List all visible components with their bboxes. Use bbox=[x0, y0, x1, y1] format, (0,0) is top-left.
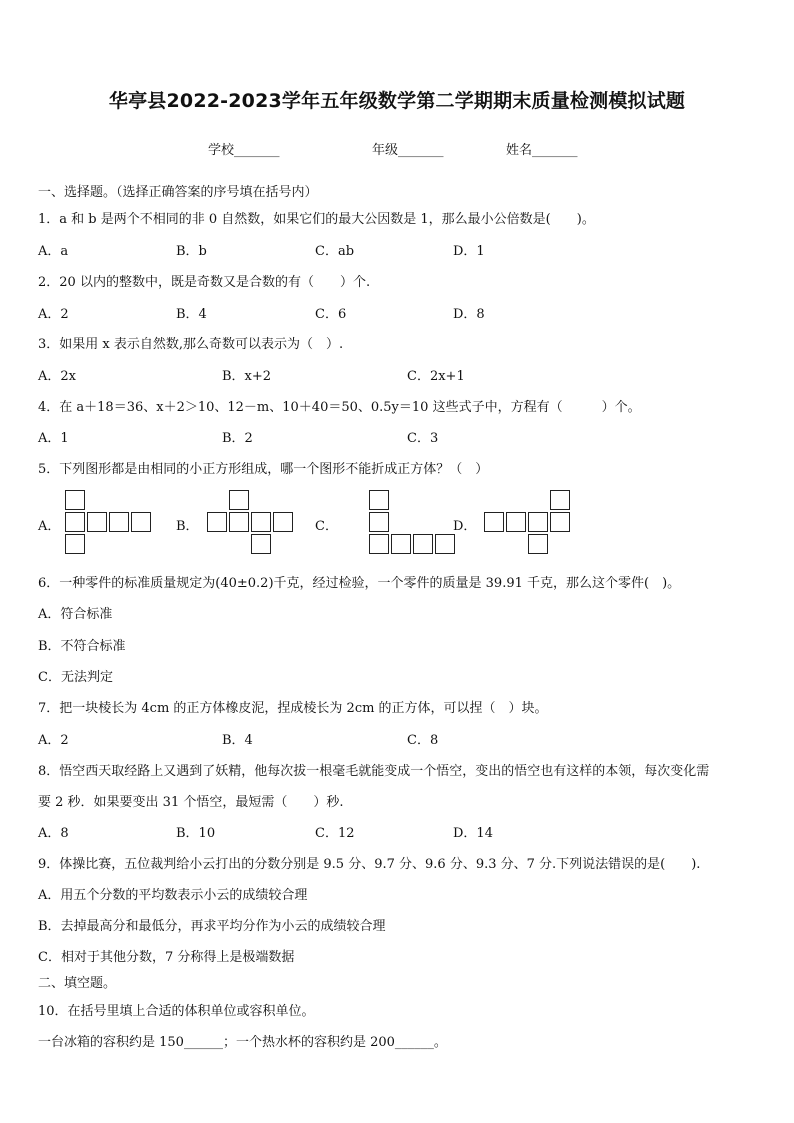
question-1: 1．a 和 b 是两个不相同的非 0 自然数，如果它们的最大公因数是 1，那么最小公倍数是( )。 bbox=[38, 212, 595, 227]
q2-option-c[interactable]: C．6 bbox=[315, 307, 347, 322]
question-9: 9．体操比赛，五位裁判给小云打出的分数分别是 9.5 分、9.7 分、9.6 分、9.3 分、7 分.下列说法错误的是( ). bbox=[38, 857, 701, 872]
question-7: 7．把一块棱长为 4cm 的正方体橡皮泥，捏成棱长为 2cm 的正方体，可以捏（ ）块。 bbox=[38, 701, 548, 716]
question-8-line-1: 8．悟空西天取经路上又遇到了妖精，他每次拔一根毫毛就能变成一个悟空，变出的悟空也有这样的本领，每次变化需 bbox=[38, 764, 710, 779]
q4-option-c[interactable]: C．3 bbox=[407, 431, 439, 446]
net-square bbox=[528, 512, 548, 532]
q2-option-d[interactable]: D．8 bbox=[453, 307, 485, 322]
q6-option-b[interactable]: B．不符合标准 bbox=[38, 639, 126, 654]
net-square bbox=[131, 512, 151, 532]
q6-option-a[interactable]: A．符合标准 bbox=[38, 607, 113, 622]
q5-option-d-label[interactable]: D． bbox=[453, 519, 477, 534]
section-heading-fill: 二、填空题。 bbox=[38, 976, 117, 991]
q4-option-a[interactable]: A．1 bbox=[38, 431, 69, 446]
q3-option-c[interactable]: C．2x+1 bbox=[407, 369, 465, 384]
q8-option-c[interactable]: C．12 bbox=[315, 826, 355, 841]
net-square bbox=[65, 512, 85, 532]
q6-option-c[interactable]: C．无法判定 bbox=[38, 670, 113, 685]
q4-option-b[interactable]: B．2 bbox=[222, 431, 253, 446]
net-square bbox=[550, 490, 570, 510]
q9-option-b[interactable]: B．去掉最高分和最低分，再求平均分作为小云的成绩较合理 bbox=[38, 919, 386, 934]
q5-option-b-label[interactable]: B． bbox=[176, 519, 199, 534]
net-square bbox=[435, 534, 455, 554]
net-square bbox=[484, 512, 504, 532]
question-10: 10．在括号里填上合适的体积单位或容积单位。 bbox=[38, 1004, 315, 1019]
net-square bbox=[229, 512, 249, 532]
question-3: 3．如果用 x 表示自然数,那么奇数可以表示为（ ）. bbox=[38, 337, 344, 352]
q8-option-a[interactable]: A．8 bbox=[38, 826, 69, 841]
question-6: 6．一种零件的标准质量规定为(40±0.2)千克，经过检验，一个零件的质量是 39.91 千克，那么这个零件( )。 bbox=[38, 576, 681, 591]
q2-option-b[interactable]: B．4 bbox=[176, 307, 207, 322]
net-square bbox=[251, 534, 271, 554]
q5-option-a-label[interactable]: A． bbox=[38, 519, 61, 534]
q1-option-a[interactable]: A．a bbox=[38, 244, 69, 259]
question-8-line-2: 要 2 秒．如果要变出 31 个悟空，最短需（ ）秒. bbox=[38, 795, 344, 810]
q1-option-c[interactable]: C．ab bbox=[315, 244, 355, 259]
net-square bbox=[528, 534, 548, 554]
q2-option-a[interactable]: A．2 bbox=[38, 307, 69, 322]
q7-option-a[interactable]: A．2 bbox=[38, 733, 69, 748]
section-heading-choice: 一、选择题。（选择正确答案的序号填在括号内） bbox=[38, 185, 318, 200]
q3-option-a[interactable]: A．2x bbox=[38, 369, 76, 384]
net-square bbox=[207, 512, 227, 532]
question-2: 2．20 以内的整数中，既是奇数又是合数的有（ ）个. bbox=[38, 275, 371, 290]
net-square bbox=[413, 534, 433, 554]
net-square bbox=[87, 512, 107, 532]
net-square bbox=[273, 512, 293, 532]
q3-option-b[interactable]: B．x+2 bbox=[222, 369, 272, 384]
exam-title: 华亭县2022-2023学年五年级数学第二学期期末质量检测模拟试题 bbox=[108, 90, 686, 112]
question-5: 5．下列图形都是由相同的小正方形组成，哪一个图形不能折成正方体？（ ） bbox=[38, 462, 489, 477]
net-square bbox=[251, 512, 271, 532]
question-10-blanks[interactable]: 一台冰箱的容积约是 150______；一个热水杯的容积约是 200______。 bbox=[38, 1035, 447, 1050]
q5-option-c-label[interactable]: C． bbox=[315, 519, 338, 534]
net-square bbox=[369, 534, 389, 554]
net-square bbox=[65, 534, 85, 554]
net-square bbox=[391, 534, 411, 554]
grade-field[interactable]: 年级_______ bbox=[372, 143, 444, 158]
q9-option-a[interactable]: A．用五个分数的平均数表示小云的成绩较合理 bbox=[38, 888, 308, 903]
school-field[interactable]: 学校_______ bbox=[208, 143, 280, 158]
q7-option-b[interactable]: B．4 bbox=[222, 733, 253, 748]
q8-option-d[interactable]: D．14 bbox=[453, 826, 493, 841]
net-square bbox=[369, 490, 389, 510]
q1-option-d[interactable]: D．1 bbox=[453, 244, 485, 259]
q7-option-c[interactable]: C．8 bbox=[407, 733, 439, 748]
net-square bbox=[550, 512, 570, 532]
q1-option-b[interactable]: B．b bbox=[176, 244, 207, 259]
question-4: 4．在 a＋18＝36、x＋2＞10、12－m、10＋40＝50、0.5y＝10 这些式子中，方程有（ ）个。 bbox=[38, 400, 641, 415]
net-square bbox=[109, 512, 129, 532]
net-square bbox=[65, 490, 85, 510]
name-field[interactable]: 姓名_______ bbox=[506, 143, 578, 158]
net-square bbox=[229, 490, 249, 510]
net-square bbox=[506, 512, 526, 532]
net-square bbox=[369, 512, 389, 532]
q9-option-c[interactable]: C．相对于其他分数，7 分称得上是极端数据 bbox=[38, 950, 295, 965]
q8-option-b[interactable]: B．10 bbox=[176, 826, 216, 841]
